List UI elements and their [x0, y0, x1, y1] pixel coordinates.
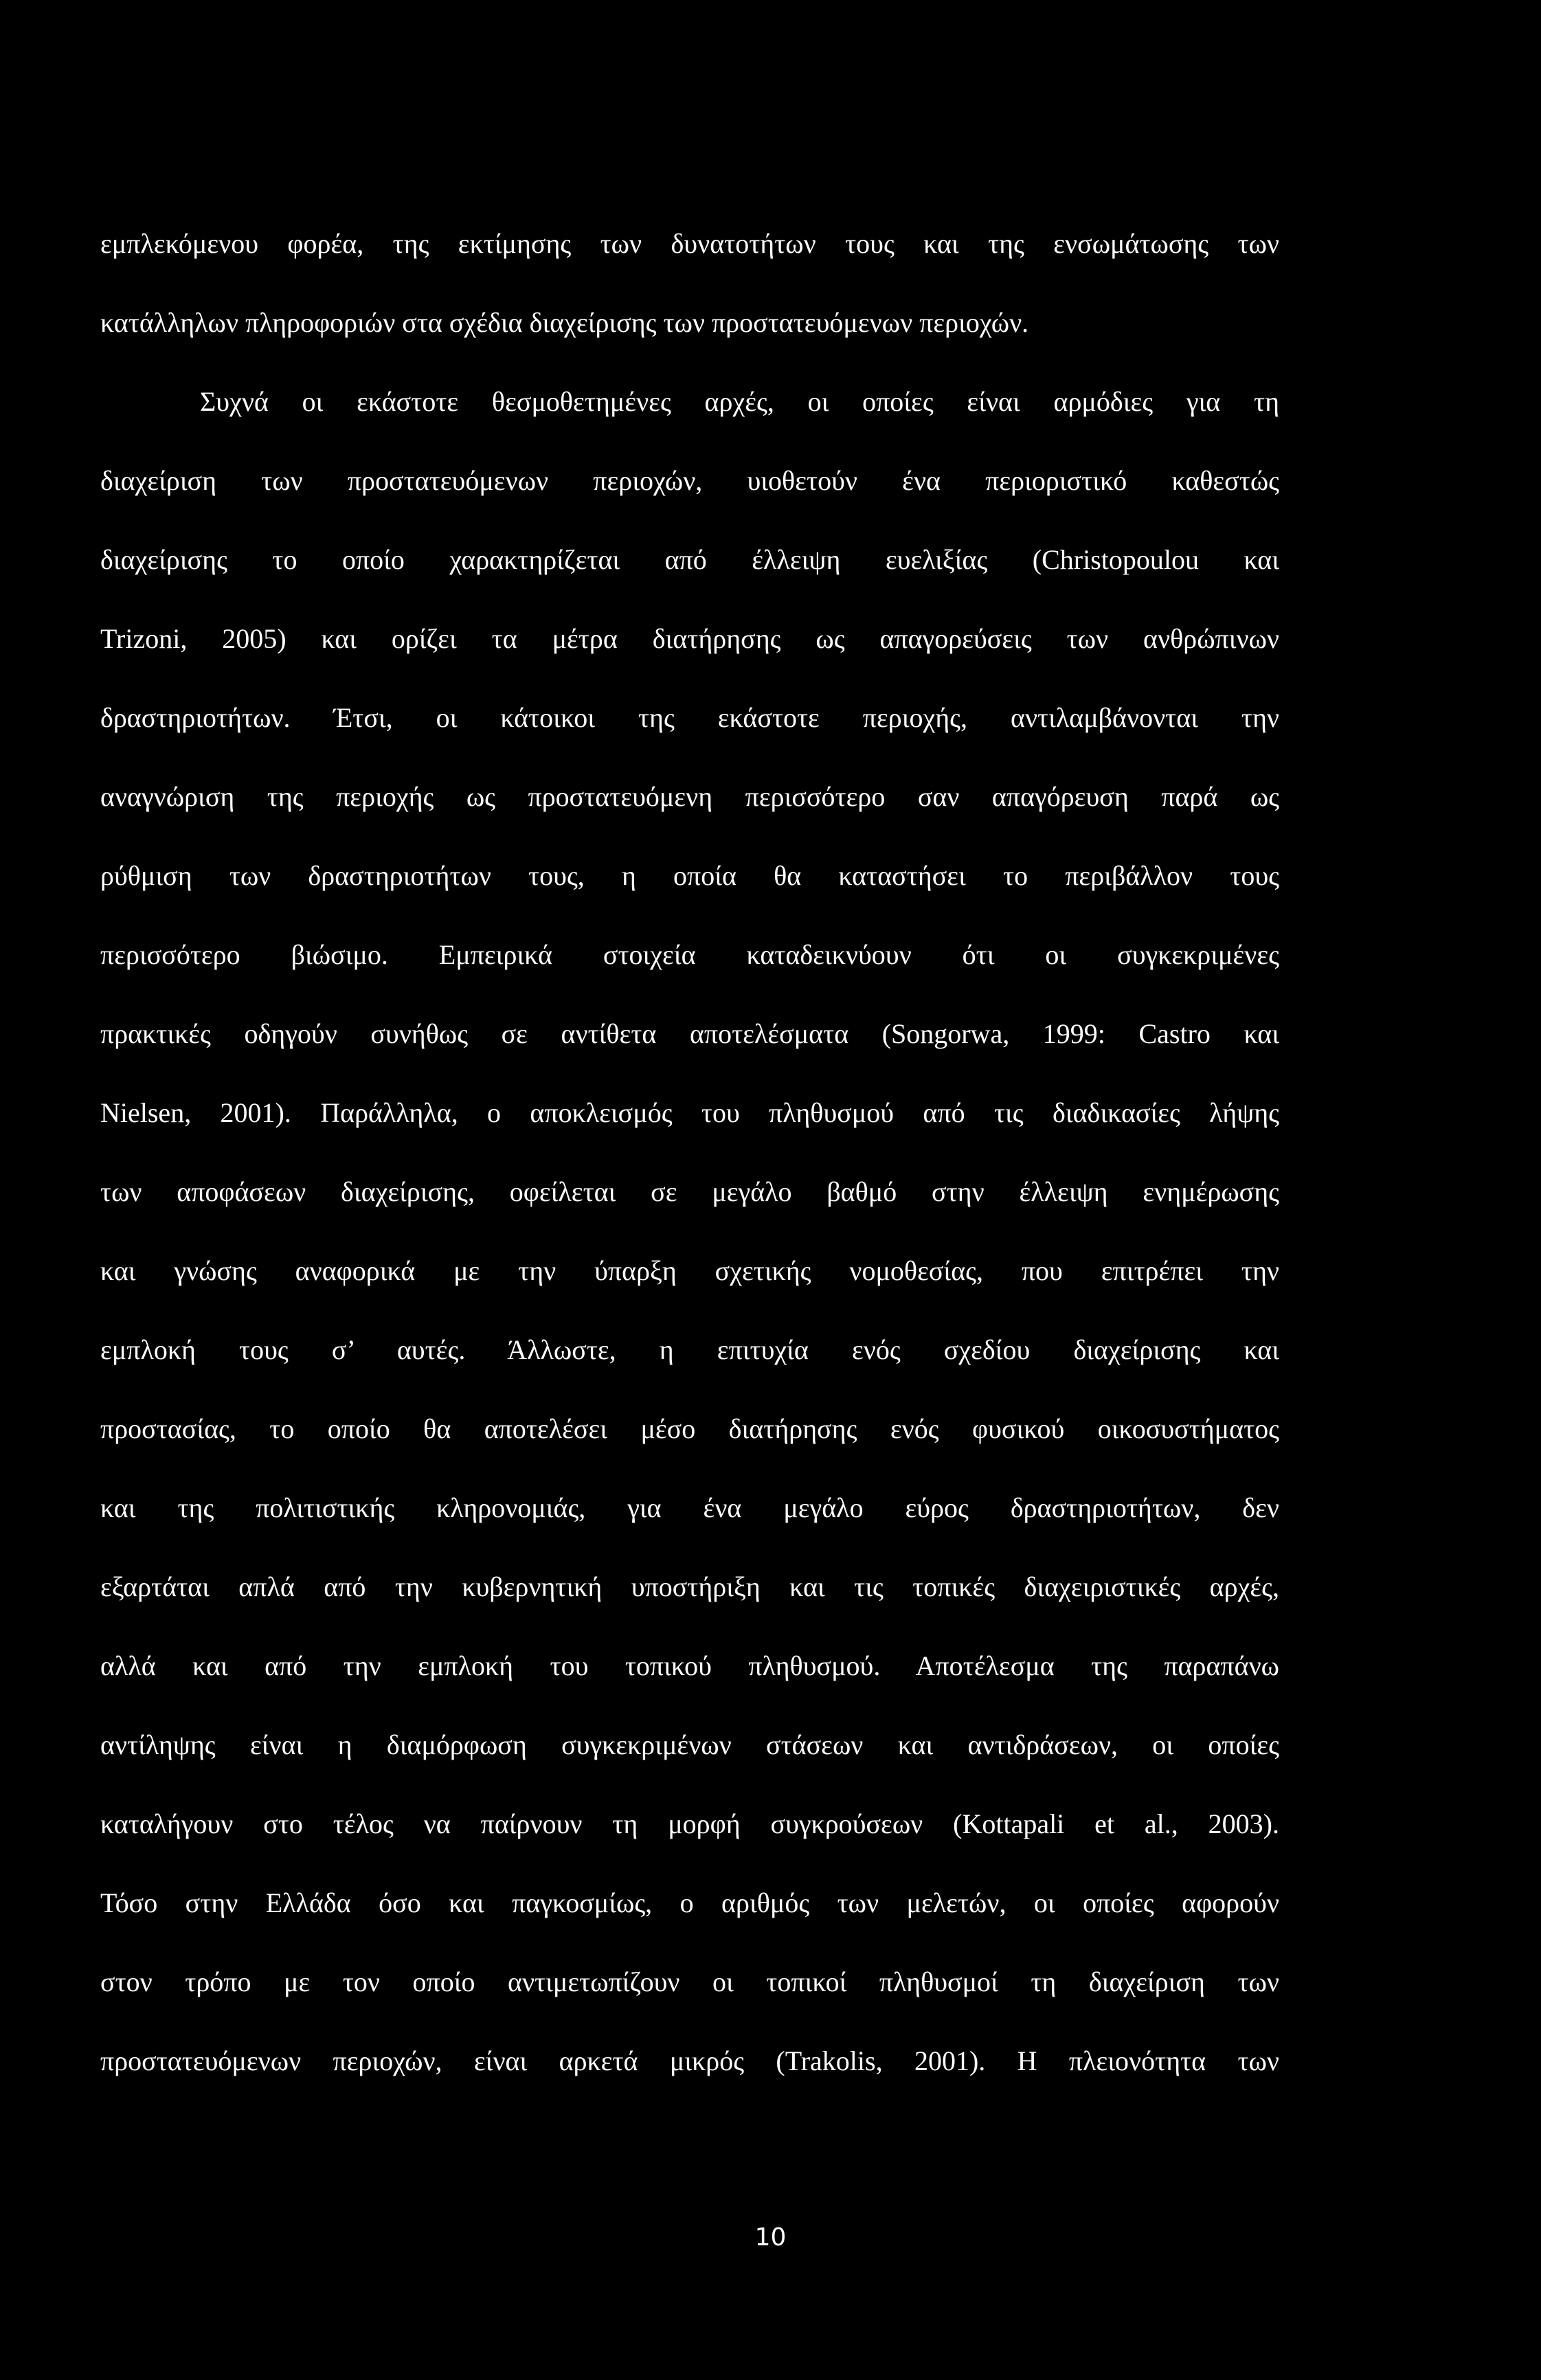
text-line: εμπλοκή τους σ’ αυτές. Άλλωστε, η επιτυχία ενός σχεδίου διαχείρισης και: [100, 1334, 1279, 1365]
text-line: προστατευόμενων περιοχών, είναι αρκετά μικρός (Trakolis, 2001). Η πλειονότητα των: [100, 2045, 1279, 2076]
text-line: πρακτικές οδηγούν συνήθως σε αντίθετα αποτελέσματα (Songorwa, 1999: Castro και: [100, 1018, 1279, 1049]
body-text: [100, 227, 1279, 2123]
text-line: εξαρτάται απλά από την κυβερνητική υποστήριξη και τις τοπικές διαχειριστικές αρχές,: [100, 1571, 1279, 1602]
text-line: δραστηριοτήτων. Έτσι, οι κάτοικοι της εκάστοτε περιοχής, αντιλαμβάνονται την: [100, 702, 1279, 733]
text-line: και της πολιτιστικής κληρονομιάς, για ένα μεγάλο εύρος δραστηριοτήτων, δεν: [100, 1492, 1279, 1523]
text-line: προστασίας, το οποίο θα αποτελέσει μέσο διατήρησης ενός φυσικού οικοσυστήματος: [100, 1413, 1279, 1444]
text-line: στον τρόπο με τον οποίο αντιμετωπίζουν οι τοπικοί πληθυσμοί τη διαχείριση των: [100, 1966, 1279, 1997]
text-line: αντίληψης είναι η διαμόρφωση συγκεκριμένων στάσεων και αντιδράσεων, οι οποίες: [100, 1729, 1279, 1760]
text-line: των αποφάσεων διαχείρισης, οφείλεται σε μεγάλο βαθμό στην έλλειψη ενημέρωσης: [100, 1176, 1279, 1207]
text-line: κατάλληλων πληροφοριών στα σχέδια διαχείρισης των προστατευόμενων περιοχών.: [100, 307, 1029, 338]
text-line: αλλά και από την εμπλοκή του τοπικού πληθυσμού. Αποτέλεσμα της παραπάνω: [100, 1650, 1279, 1681]
text-line: εμπλεκόμενου φορέα, της εκτίμησης των δυνατοτήτων τους και της ενσωμάτωσης των: [100, 228, 1279, 259]
text-line: Συχνά οι εκάστοτε θεσμοθετημένες αρχές, οι οποίες είναι αρμόδιες για τη: [200, 386, 1279, 417]
text-line: διαχείρισης το οποίο χαρακτηρίζεται από έλλειψη ευελιξίας (Christopoulou και: [100, 544, 1279, 575]
text-line: περισσότερο βιώσιμο. Εμπειρικά στοιχεία καταδεικνύουν ότι οι συγκεκριμένες: [100, 939, 1279, 970]
page-number: 10: [754, 2223, 787, 2252]
text-line: Nielsen, 2001). Παράλληλα, ο αποκλεισμός του πληθυσμού από τις διαδικασίες λήψης: [100, 1097, 1279, 1128]
text-line: Trizoni, 2005) και ορίζει τα μέτρα διατήρησης ως απαγορεύσεις των ανθρώπινων: [100, 623, 1279, 654]
text-line: ρύθμιση των δραστηριοτήτων τους, η οποία θα καταστήσει το περιβάλλον τους: [100, 860, 1279, 891]
text-line: αναγνώριση της περιοχής ως προστατευόμενη περισσότερο σαν απαγόρευση παρά ως: [100, 781, 1279, 812]
text-line: διαχείριση των προστατευόμενων περιοχών, υιοθετούν ένα περιοριστικό καθεστώς: [100, 465, 1279, 496]
text-line: Τόσο στην Ελλάδα όσο και παγκοσμίως, ο αριθμός των μελετών, οι οποίες αφορούν: [100, 1887, 1279, 1918]
text-line: και γνώσης αναφορικά με την ύπαρξη σχετικής νομοθεσίας, που επιτρέπει την: [100, 1255, 1279, 1286]
text-line: καταλήγουν στο τέλος να παίρνουν τη μορφή συγκρούσεων (Kottapali et al., 2003).: [100, 1808, 1279, 1839]
